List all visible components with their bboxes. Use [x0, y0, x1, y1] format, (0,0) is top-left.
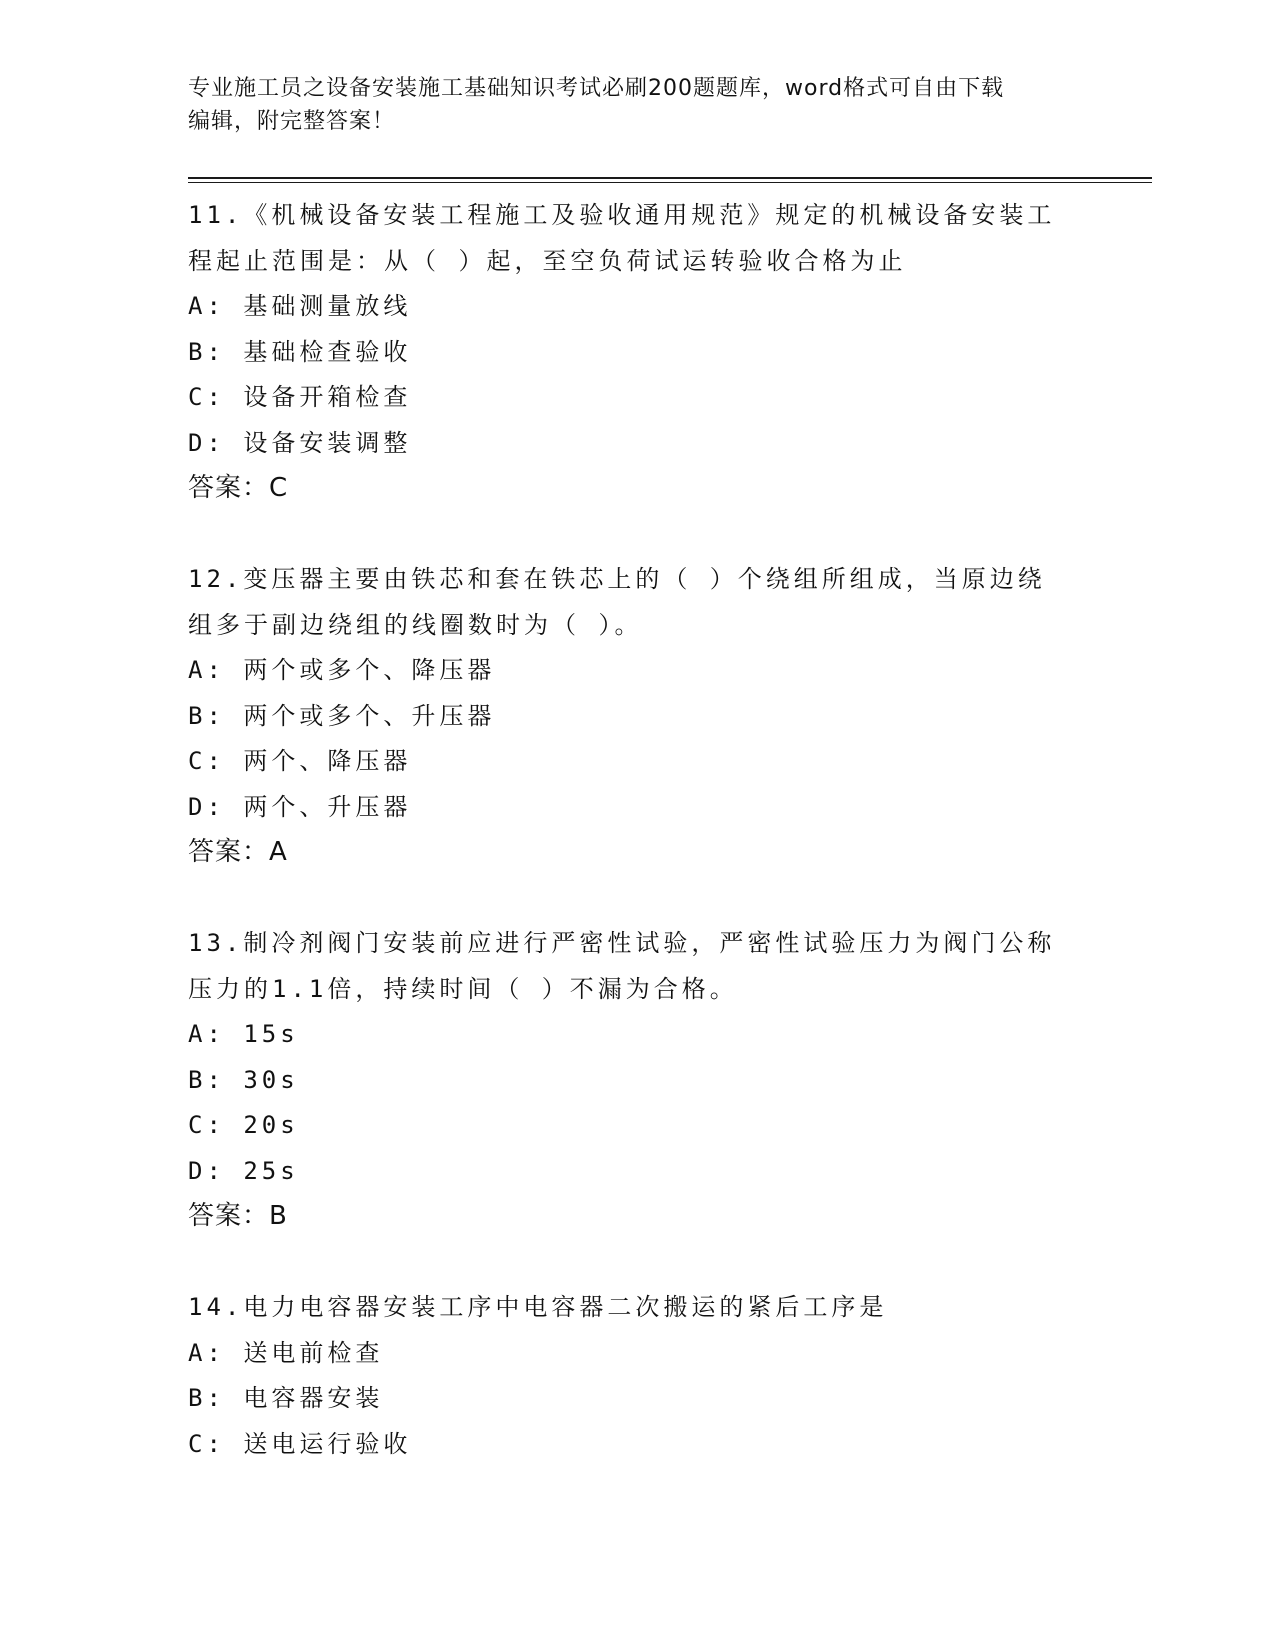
option-a: A: 送电前检查 [188, 1338, 384, 1367]
option-b: B: 两个或多个、升压器 [188, 701, 496, 730]
option-c: C: 20s [188, 1111, 299, 1139]
option-b: B: 基础检查验收 [188, 337, 412, 366]
question-11 [188, 193, 1088, 512]
answer-line: 答案：C [188, 473, 289, 503]
header-divider-thick [188, 177, 1152, 179]
question-spacer [188, 512, 1088, 558]
option-a: A: 两个或多个、降压器 [188, 656, 496, 684]
question-stem-line: 13.制冷剂阀门安装前应进行严密性试验，严密性试验压力为阀门公称 [188, 929, 1056, 957]
option-d: D: 设备安装调整 [188, 428, 412, 457]
option-c: C: 送电运行验收 [188, 1429, 412, 1458]
question-stem-line: 11.《机械设备安装工程施工及验收通用规范》规定的机械设备安装工 [188, 201, 1056, 229]
answer-line: 答案：A [188, 837, 288, 867]
answer-line: 答案：B [188, 1201, 288, 1231]
header-line-1: 专业施工员之设备安装施工基础知识考试必刷200题题库，word格式可自由下载 [188, 76, 1005, 101]
question-spacer [188, 1240, 1088, 1286]
question-13 [188, 921, 1088, 1240]
option-c: C: 两个、降压器 [188, 747, 412, 775]
question-14 [188, 1285, 1088, 1467]
header-line-2: 编辑，附完整答案！ [188, 109, 396, 134]
option-a: A: 基础测量放线 [188, 292, 412, 320]
option-c: C: 设备开箱检查 [188, 383, 412, 411]
question-list [188, 193, 1088, 1467]
document-header [188, 72, 1068, 138]
option-d: D: 两个、升压器 [188, 792, 412, 821]
question-stem-line: 压力的1.1倍，持续时间（ ）不漏为合格。 [188, 974, 738, 1003]
option-b: B: 30s [188, 1065, 299, 1094]
question-spacer [188, 876, 1088, 922]
question-stem-line: 程起止范围是：从（ ）起，至空负荷试运转验收合格为止 [188, 246, 907, 275]
question-12 [188, 557, 1088, 876]
header-divider-thin [188, 182, 1152, 183]
option-b: B: 电容器安装 [188, 1384, 384, 1412]
option-d: D: 25s [188, 1156, 299, 1185]
question-stem-line: 组多于副边绕组的线圈数时为（ ）。 [188, 610, 643, 639]
question-stem-line: 14.电力电容器安装工序中电容器二次搬运的紧后工序是 [188, 1293, 888, 1321]
option-a: A: 15s [188, 1020, 299, 1048]
question-stem-line: 12.变压器主要由铁芯和套在铁芯上的（ ）个绕组所组成，当原边绕 [188, 565, 1046, 593]
